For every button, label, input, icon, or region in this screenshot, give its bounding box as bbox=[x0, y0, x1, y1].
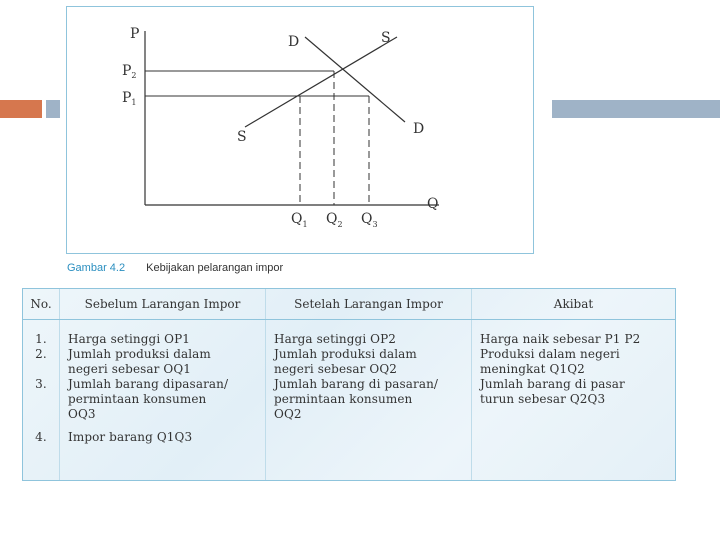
decorative-blue-bar bbox=[552, 100, 720, 118]
row-number: 3. bbox=[35, 377, 47, 391]
after-line: negeri sebesar OQ2 bbox=[274, 362, 398, 376]
label-p1: $P_1$ bbox=[122, 90, 137, 107]
axis-label-p: P bbox=[130, 26, 140, 42]
after-line: Harga setinggi OP2 bbox=[274, 332, 397, 346]
after-line: permintaan konsumen bbox=[274, 392, 413, 406]
caption-title: Kebijakan pelarangan impor bbox=[146, 262, 284, 274]
before-line: Jumlah barang dipasaran/ bbox=[68, 377, 229, 391]
supply-label-bottom: S bbox=[237, 129, 247, 145]
label-p2: $P_2$ bbox=[122, 63, 137, 80]
decorative-orange-bar bbox=[0, 100, 42, 118]
label-q2: $Q_2$ bbox=[326, 211, 343, 229]
supply-label-top: S bbox=[381, 30, 391, 46]
row-number bbox=[23, 362, 59, 377]
before-line: OQ3 bbox=[68, 407, 96, 421]
row-number bbox=[23, 392, 59, 407]
policy-table bbox=[23, 289, 675, 480]
before-line: Harga setinggi OP1 bbox=[68, 332, 191, 346]
table-row bbox=[23, 320, 675, 481]
before-line: Impor barang Q1Q3 bbox=[68, 430, 193, 444]
after-line: OQ2 bbox=[274, 407, 302, 421]
row-number: 2. bbox=[35, 347, 47, 361]
row-number bbox=[23, 407, 59, 422]
decorative-blue-block bbox=[46, 100, 60, 118]
caption-number: Gambar 4.2 bbox=[67, 262, 126, 274]
effect-line: turun sebesar Q2Q3 bbox=[480, 392, 606, 406]
comparison-table bbox=[22, 288, 676, 481]
effect-cell bbox=[472, 320, 676, 481]
before-line: Jumlah produksi dalam bbox=[68, 347, 211, 361]
supply-demand-graph bbox=[67, 7, 535, 255]
before-cell bbox=[60, 320, 266, 481]
label-q1: $Q_1$ bbox=[291, 211, 308, 229]
supply-demand-figure bbox=[66, 6, 534, 254]
row-number: 4. bbox=[35, 430, 47, 444]
demand-curve bbox=[305, 37, 405, 122]
header-before: Sebelum Larangan Impor bbox=[60, 289, 266, 320]
header-after: Setelah Larangan Impor bbox=[266, 289, 472, 320]
after-line: Jumlah produksi dalam bbox=[274, 347, 417, 361]
numbers-cell bbox=[23, 320, 60, 481]
figure-caption bbox=[67, 262, 283, 274]
axis-label-q: Q bbox=[427, 196, 439, 212]
effect-line: Jumlah barang di pasar bbox=[480, 377, 625, 391]
demand-label-bottom: D bbox=[413, 121, 425, 137]
table-header-row bbox=[23, 289, 675, 320]
header-no: No. bbox=[23, 289, 60, 320]
label-q3: $Q_3$ bbox=[361, 211, 378, 229]
demand-label-top: D bbox=[288, 34, 300, 50]
before-line: negeri sebesar OQ1 bbox=[68, 362, 192, 376]
effect-line: meningkat Q1Q2 bbox=[480, 362, 585, 376]
effect-line: Harga naik sebesar P1 P2 bbox=[480, 332, 641, 346]
header-effect: Akibat bbox=[472, 289, 676, 320]
before-line: permintaan konsumen bbox=[68, 392, 207, 406]
row-number: 1. bbox=[35, 332, 47, 346]
after-line: Jumlah barang di pasaran/ bbox=[274, 377, 439, 391]
after-cell bbox=[266, 320, 472, 481]
effect-line: Produksi dalam negeri bbox=[480, 347, 620, 361]
